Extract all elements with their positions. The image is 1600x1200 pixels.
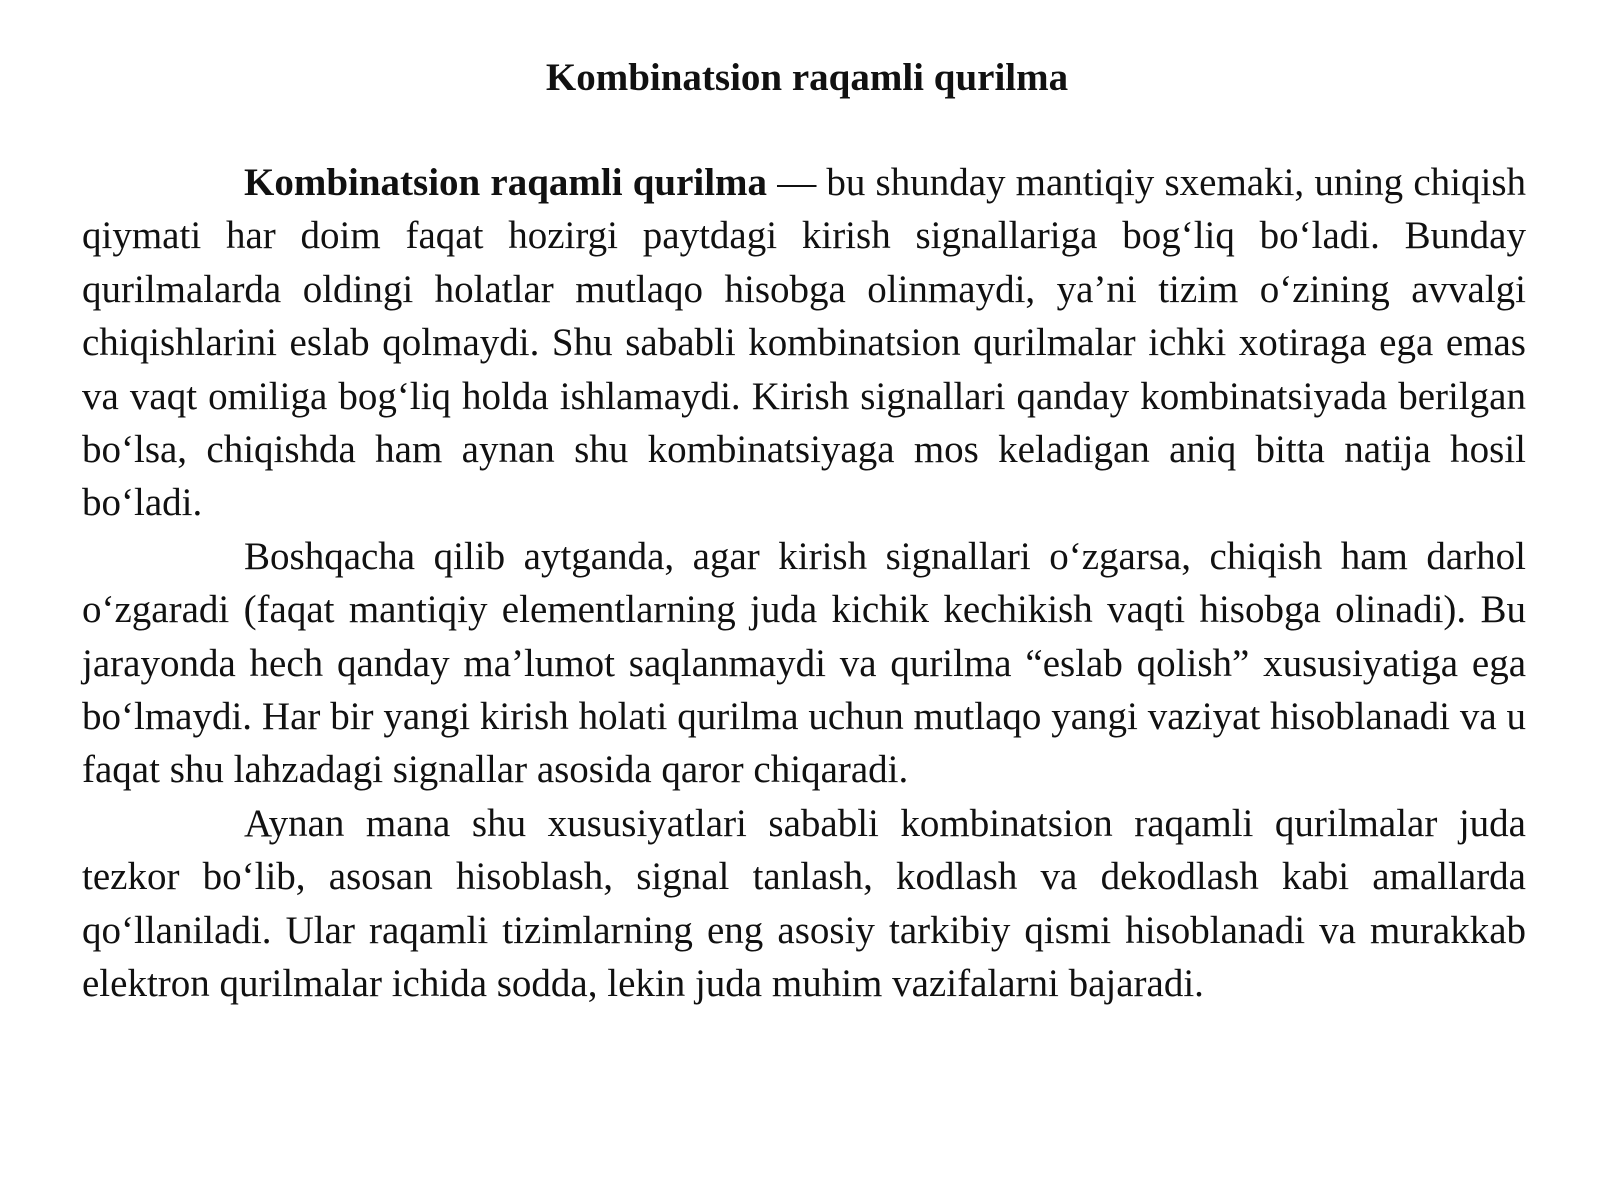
paragraph-text: Boshqacha qilib aytganda, agar kirish signallari o‘zgarsa, chiqish ham darhol o‘zgaradi (faqat mantiqiy elementlarning juda kichik kechikish vaqti hisobga olinadi). Bu jarayonda hech qanday ma’lumot saqlanmaydi va qurilma “eslab qolish” xususiyatiga ega bo‘lmaydi. Har bir yangi kirish holati qurilma uchun mutlaqo yangi vaziyat hisoblanadi va u faqat shu lahzadagi signallar asosida qaror chiqaradi.: [82, 534, 1526, 792]
paragraph-behavior: [82, 530, 1526, 797]
paragraph-definition: [82, 156, 1526, 530]
paragraph-text: Aynan mana shu xususiyatlari sababli kombinatsion raqamli qurilmalar juda tezkor bo‘lib, asosan hisoblash, signal tanlash, kodlash va dekodlash kabi amallarda qo‘llaniladi. Ular raqamli tizimlarning eng asosiy tarkibiy qismi hisoblanadi va murakkab elektron qurilmalar ichida sodda, lekin juda muhim vazifalarni bajaradi.: [82, 801, 1526, 1006]
document-page: [82, 52, 1526, 1011]
defined-term: Kombinatsion raqamli qurilma: [244, 161, 768, 204]
document-title: Kombinatsion raqamli qurilma: [545, 56, 1069, 99]
paragraph-text: — bu shunday mantiqiy sxemaki, uning chiqish qiymati har doim faqat hozirgi paytdagi kirish signallariga bog‘liq bo‘ladi. Bunday qurilmalarda oldingi holatlar mutlaqo hisobga olinmaydi, ya’ni tizim o‘zining avvalgi chiqishlarini eslab qolmaydi. Shu sababli kombinatsion qurilmalar ichki xotiraga ega emas va vaqt omiliga bog‘liq holda ishlamaydi. Kirish signallari qanday kombinatsiyada berilgan bo‘lsa, chiqishda ham aynan shu kombinatsiyaga mos keladigan aniq bitta natija hosil bo‘ladi.: [82, 161, 1526, 525]
paragraph-applications: [82, 797, 1526, 1011]
